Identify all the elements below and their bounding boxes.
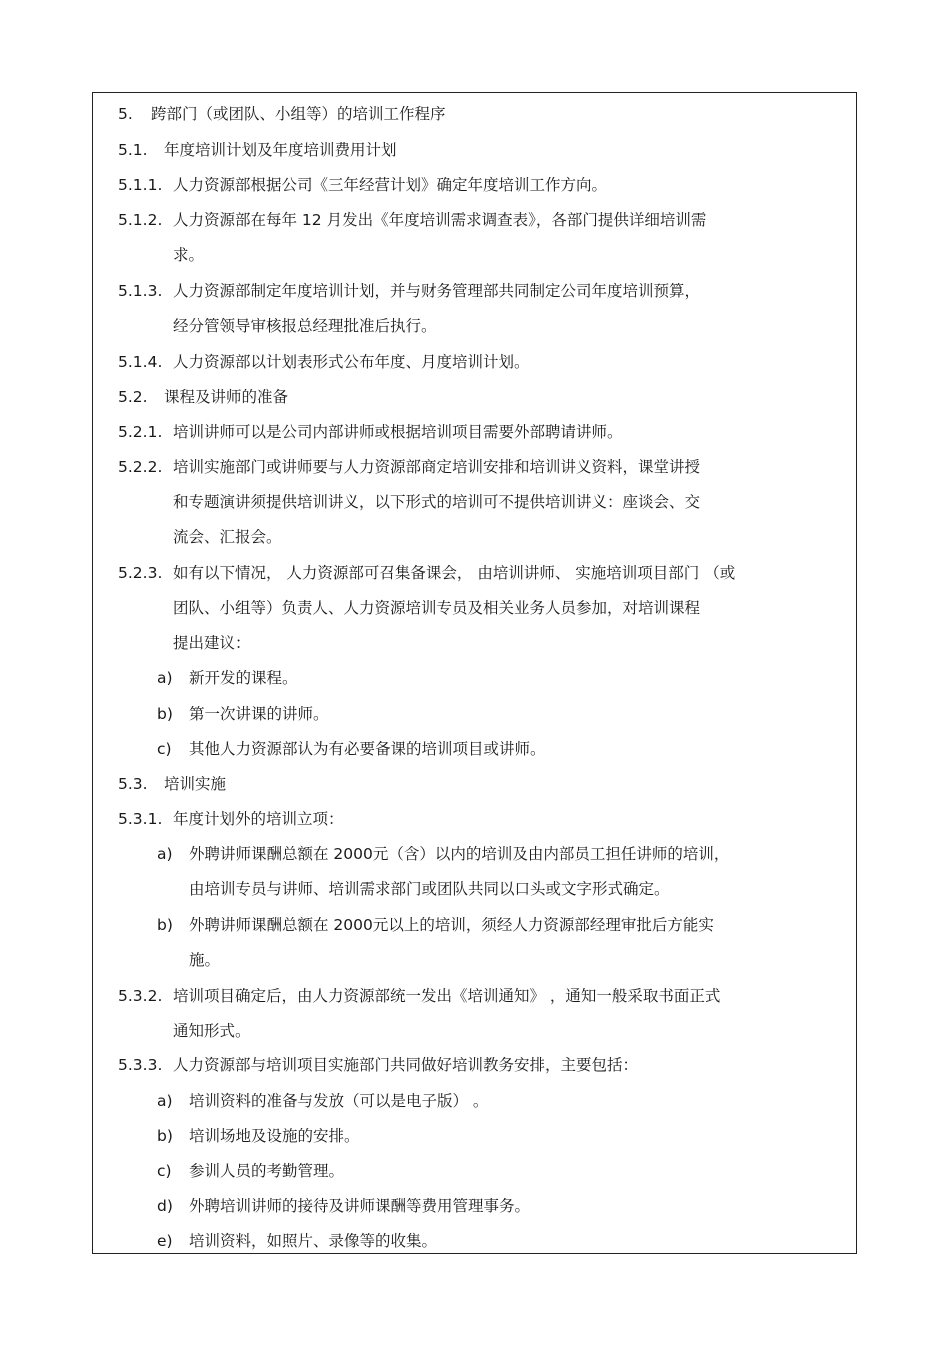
item-number: a) (157, 845, 173, 863)
item-number: 5.3.2. (118, 987, 163, 1005)
item-number: 5.2. (118, 388, 148, 406)
item-number: b) (157, 1127, 173, 1145)
item-text: 新开发的课程。 (189, 669, 298, 687)
item-text-continuation: 提出建议： (173, 634, 251, 652)
item-text: 培训讲师可以是公司内部讲师或根据培训项目需要外部聘请讲师。 (173, 423, 623, 441)
item-number: a) (157, 669, 173, 687)
item-text: 年度计划外的培训立项： (173, 810, 344, 828)
item-text: 人力资源部与培训项目实施部门共同做好培训教务安排，主要包括： (173, 1056, 639, 1074)
item-text: 培训项目确定后，由人力资源部统一发出《培训通知》 ，通知一般采取书面正式 (173, 987, 721, 1005)
item-text: 外聘讲师课酬总额在 2000元（含）以内的培训及由内部员工担任讲师的培训， (189, 845, 730, 863)
item-number: 5.3.3. (118, 1056, 163, 1074)
item-text: 如有以下情况， 人力资源部可召集备课会， 由培训讲师、 实施培训项目部门 （或 (173, 564, 736, 582)
item-number: b) (157, 916, 173, 934)
item-text: 外聘讲师课酬总额在 2000元以上的培训，须经人力资源部经理审批后方能实 (189, 916, 714, 934)
item-number: 5.1.4. (118, 353, 163, 371)
item-text-continuation: 由培训专员与讲师、培训需求部门或团队共同以口头或文字形式确定。 (189, 880, 670, 898)
item-number: 5.2.1. (118, 423, 163, 441)
item-text-continuation: 和专题演讲须提供培训讲义，以下形式的培训可不提供培训讲义：座谈会、交 (173, 493, 701, 511)
item-number: 5.1.1. (118, 176, 163, 194)
item-number: 5.2.2. (118, 458, 163, 476)
item-text-continuation: 通知形式。 (173, 1022, 251, 1040)
item-text: 人力资源部以计划表形式公布年度、月度培训计划。 (173, 353, 530, 371)
item-text: 课程及讲师的准备 (164, 388, 289, 406)
item-text: 跨部门（或团队、小组等）的培训工作程序 (151, 105, 446, 123)
item-text: 培训资料的准备与发放（可以是电子版） 。 (189, 1092, 489, 1110)
item-text: 培训实施部门或讲师要与人力资源部商定培训安排和培训讲义资料，课堂讲授 (173, 458, 701, 476)
item-text: 外聘培训讲师的接待及讲师课酬等费用管理事务。 (189, 1197, 531, 1215)
item-text: 人力资源部根据公司《三年经营计划》确定年度培训工作方向。 (173, 176, 608, 194)
item-text: 培训资料，如照片、录像等的收集。 (189, 1232, 438, 1250)
item-text-continuation: 经分管领导审核报总经理批准后执行。 (173, 317, 437, 335)
item-text-continuation: 团队、小组等）负责人、人力资源培训专员及相关业务人员参加，对培训课程 (173, 599, 701, 617)
item-number: c) (157, 1162, 172, 1180)
item-number: 5.1.2. (118, 211, 163, 229)
item-number: a) (157, 1092, 173, 1110)
item-number: 5.3. (118, 775, 148, 793)
item-number: e) (157, 1232, 173, 1250)
item-number: d) (157, 1197, 173, 1215)
item-number: 5.2.3. (118, 564, 163, 582)
item-text-continuation: 求。 (173, 246, 205, 264)
item-text-continuation: 施。 (189, 951, 221, 969)
item-text-continuation: 流会、汇报会。 (173, 528, 282, 546)
item-number: c) (157, 740, 172, 758)
item-text: 参训人员的考勤管理。 (189, 1162, 345, 1180)
item-text: 培训实施 (164, 775, 227, 793)
item-text: 其他人力资源部认为有必要备课的培训项目或讲师。 (189, 740, 546, 758)
item-number: 5. (118, 105, 133, 123)
item-number: 5.3.1. (118, 810, 163, 828)
item-text: 培训场地及设施的安排。 (189, 1127, 360, 1145)
item-number: b) (157, 705, 173, 723)
item-text: 第一次讲课的讲师。 (189, 705, 329, 723)
item-number: 5.1. (118, 141, 148, 159)
item-text: 年度培训计划及年度培训费用计划 (164, 141, 397, 159)
item-text: 人力资源部在每年 12 月发出《年度培训需求调查表》，各部门提供详细培训需 (173, 211, 707, 229)
item-number: 5.1.3. (118, 282, 163, 300)
item-text: 人力资源部制定年度培训计划，并与财务管理部共同制定公司年度培训预算， (173, 282, 701, 300)
